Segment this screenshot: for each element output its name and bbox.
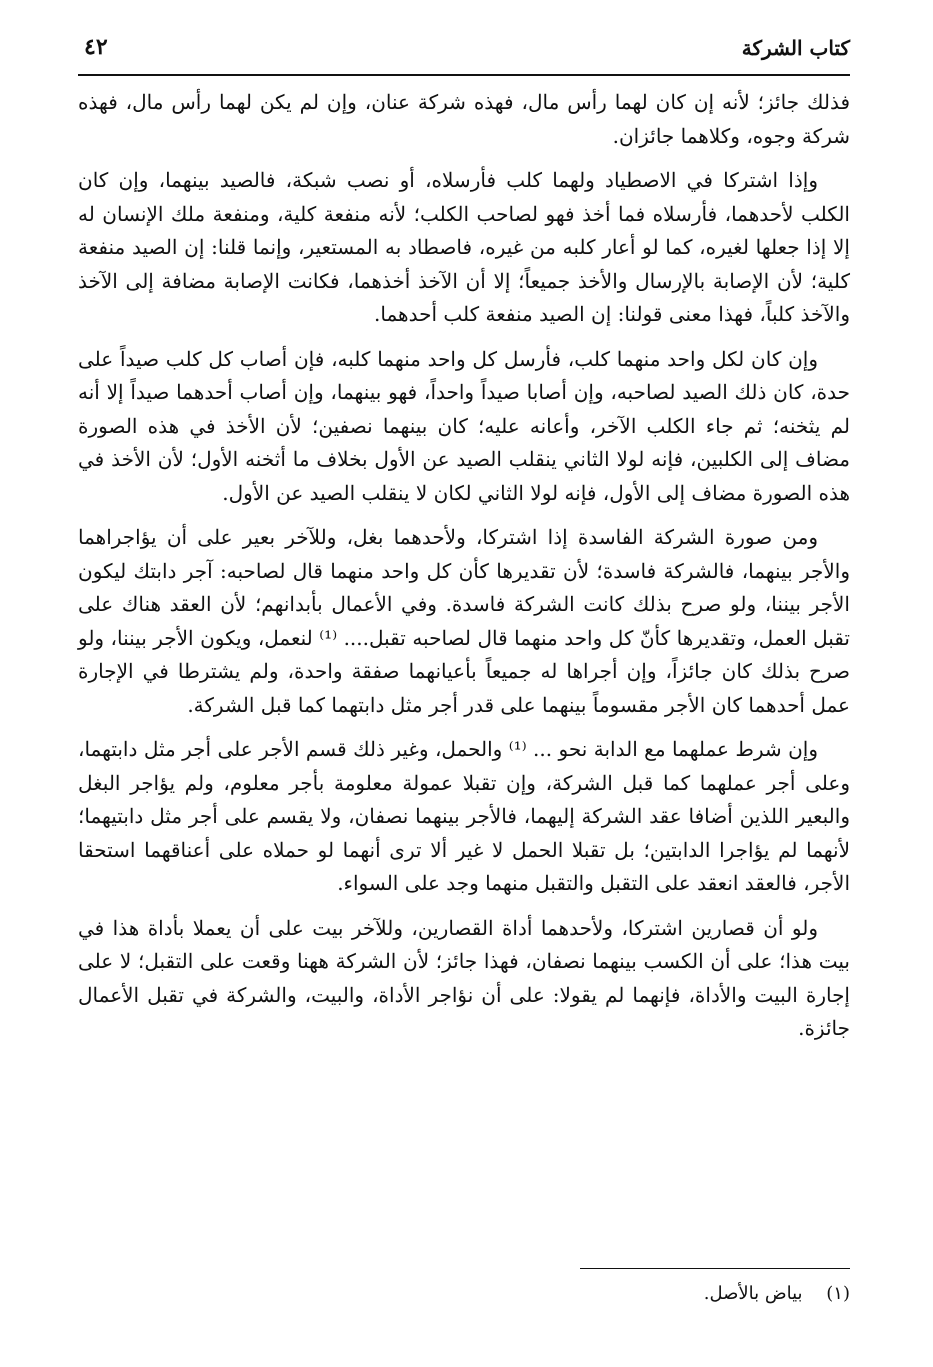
paragraph: ومن صورة الشركة الفاسدة إذا اشتركا، ولأحدهما بغل، وللآخر بعير على أن يؤاجراهما والأجر بينهما، فالشركة فاسدة؛ لأن تقديرها كأن كل واحد منهما قال لصاحبه: آجر دابتك ليكون الأجر بيننا، ولو صرح بذلك كانت الشركة فاسدة. وفي الأعمال بأبدانهم؛ لأن العقد هناك على تقبل العمل، وتقديرها كأنّ كل واحد منهما قال لصاحبه تقبل.... ⁽¹⁾ لنعمل، ويكون الأجر بيننا، ولو صرح بذلك كان جائزاً، وإن أجراها له جميعاً بأعيانهما صفقة واحدة، ولم يشترطا في الإجارة عمل أحدهما كان الأجر مقسوماً بينهما على قدر أجر مثل دابتهما كما قبل الشركة. (78, 525, 850, 717)
footnote-text: بياض بالأصل. (703, 1283, 803, 1304)
book-page (78, 0, 850, 1367)
footnote-marker: (١) (826, 1283, 850, 1304)
paragraph: وإذا اشتركا في الاصطياد ولهما كلب فأرسلاه، أو نصب شبكة، فالصيد بينهما، وإن كان الكلب لأحدهما، فأرسلاه فما أخذ فهو لصاحب الكلب؛ لأنه منفعة كلية، ومنفعة ملك الإنسان له إلا إذا جعلها لغيره، كما لو أعار كلبه من غيره، فاصطاد به المستعير، وإنما قلنا: إن الصيد منفعة كلية؛ لأن الإصابة بالإرسال والأخذ جميعاً؛ إلا أن الآخذ أخذهما، فكانت الإصابة مضافة إلى الآخذ والآخذ كلباً، فهذا معنى قولنا: إن الصيد منفعة كلب أحدهما. (78, 168, 850, 326)
page-number: ٤٢ (84, 34, 108, 60)
body-text (78, 86, 850, 1057)
running-title: كتاب الشركة (741, 36, 850, 60)
paragraph: وإن شرط عملهما مع الدابة نحو ... ⁽¹⁾ والحمل، وغير ذلك قسم الأجر على أجر مثل دابتهما، وعلى أجر عملهما كما قبل الشركة، وإن تقبلا عمولة معلومة بأجر معلوم، ولم يؤاجر البغل والبعير اللذين أضافا عقد الشركة إليهما، فالأجر بينهما نصفان، ولا يقسم على أجر مثل دابتيهما؛ لأنهما لم يؤاجرا الدابتين؛ بل تقبلا الحمل لا غير ألا ترى أنهما لو حملاه على أعناقهما استحقا الأجر، فالعقد انعقد على التقبل والتقبل منهما وجد على السواء. (78, 737, 850, 895)
paragraph: وإن كان لكل واحد منهما كلب، فأرسل كل واحد منهما كلبه، فإن أصاب كل كلب صيداً على حدة، كان ذلك الصيد لصاحبه، وإن أصابا صيداً واحداً، فهو بينهما، وإن أصاب أحدهما صيداً إلا أنه لم يثخنه؛ ثم جاء الكلب الآخر، وأعانه عليه؛ كان بينهما نصفين؛ لأن الأخذ في هذه الصورة مضاف إلى الكلبين، فإنه لولا الثاني ينقلب الصيد عن الأول بخلاف ما أثخنه الأول؛ لأن الأخذ في هذه الصورة مضاف إلى الأول، فإنه لولا الثاني لكان لا ينقلب الصيد عن الأول. (78, 346, 850, 505)
page-header (78, 30, 850, 70)
footnote (704, 1280, 850, 1308)
paragraph: فذلك جائز؛ لأنه إن كان لهما رأس مال، فهذه شركة عنان، وإن لم يكن لهما رأس مال، فهذه شركة وجوه، وكلاهما جائزان. (78, 90, 850, 148)
header-divider (78, 74, 850, 76)
paragraph: ولو أن قصارين اشتركا، ولأحدهما أداة القصارين، وللآخر بيت على أن يعملا بأداة هذا في بيت هذا؛ على أن الكسب بينهما نصفان، فهذا جائز؛ لأن الشركة ههنا وقعت على التقبل؛ لا على إجارة البيت والأداة، فإنهما لم يقولا: على أن نؤاجر الأداة، والبيت، والشركة في تقبل الأعمال جائزة. (78, 915, 850, 1040)
footnote-divider (580, 1268, 850, 1269)
